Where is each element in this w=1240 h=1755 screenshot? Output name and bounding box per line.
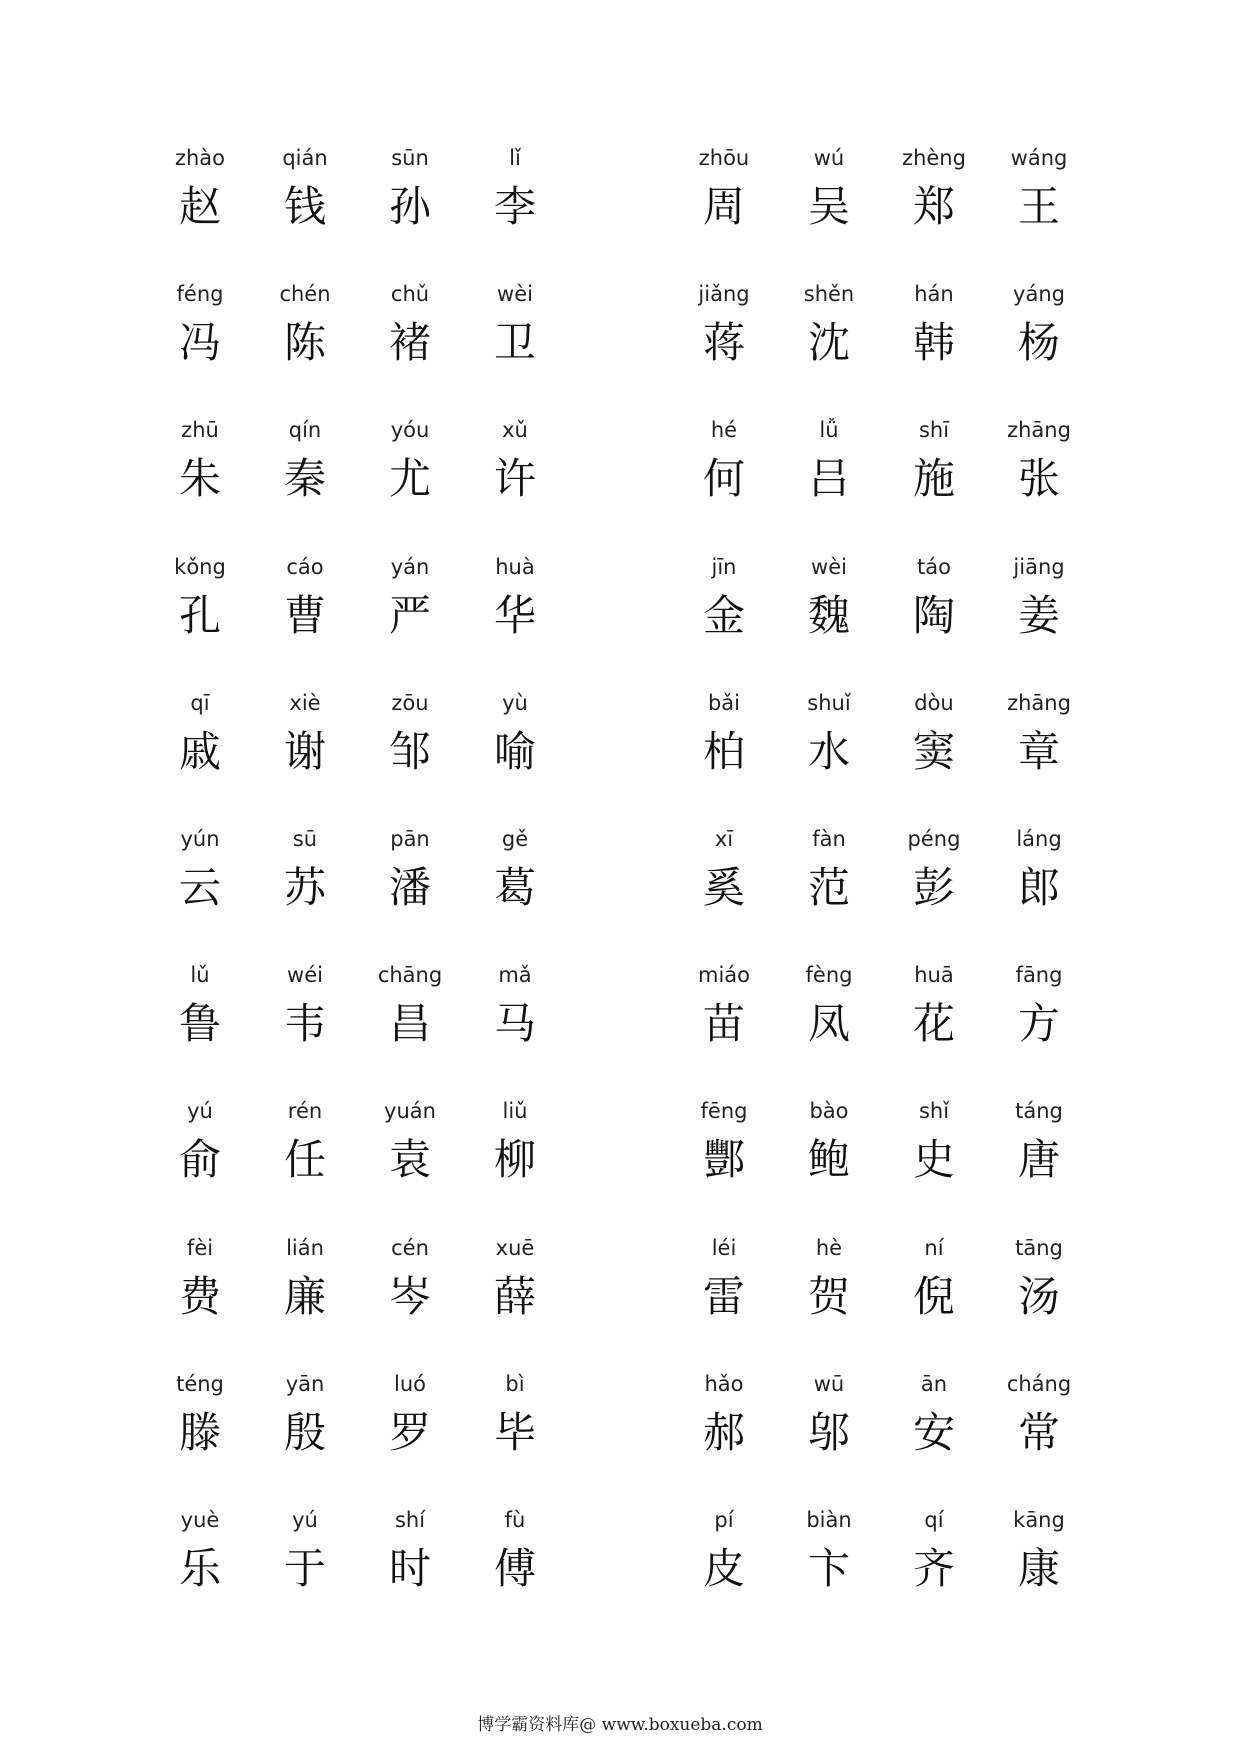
surname-character: 吕 <box>807 454 850 504</box>
surname-cell <box>140 416 260 508</box>
surname-cell <box>455 1097 575 1189</box>
surname-character: 时 <box>388 1544 431 1593</box>
surname-character: 酆 <box>702 1135 745 1185</box>
surname-character: 冯 <box>178 318 221 368</box>
surname-character: 许 <box>493 454 536 504</box>
surname-cell <box>979 553 1099 645</box>
pinyin-label: lǐ <box>509 146 521 170</box>
surname-character: 殷 <box>283 1407 326 1457</box>
pinyin-label: yān <box>285 1371 325 1396</box>
surname-cell <box>140 1370 260 1462</box>
surname-cell <box>874 144 994 236</box>
pinyin-label: ní <box>924 1235 944 1260</box>
surname-cell <box>874 961 994 1053</box>
surname-row <box>0 144 1240 244</box>
pinyin-label: bì <box>505 1371 525 1396</box>
surname-character: 魏 <box>807 590 850 640</box>
pinyin-label: yù <box>502 690 528 715</box>
surname-cell <box>664 280 784 372</box>
pinyin-label: wèi <box>497 282 533 307</box>
surname-cell <box>140 825 260 917</box>
pinyin-label: liǔ <box>502 1099 528 1124</box>
surname-character: 柳 <box>493 1135 536 1185</box>
surname-cell <box>979 416 1099 508</box>
surname-character: 沈 <box>807 318 850 368</box>
pinyin-label: shǐ <box>918 1099 950 1124</box>
surname-character: 凤 <box>807 999 850 1049</box>
pinyin-label: sū <box>292 827 318 851</box>
surname-cell <box>455 1234 575 1326</box>
surname-cell <box>455 825 575 917</box>
footer-watermark: 博学霸资料库@ www.boxueba.com <box>477 1715 763 1735</box>
surname-character: 蒋 <box>702 318 745 368</box>
surname-cell <box>664 825 784 917</box>
surname-cell <box>455 553 575 645</box>
surname-character: 苗 <box>702 999 745 1049</box>
surname-character: 严 <box>388 590 431 640</box>
surname-cell <box>769 1506 889 1598</box>
surname-character: 秦 <box>283 454 326 504</box>
surname-character: 昌 <box>388 999 431 1049</box>
surname-cell <box>245 1370 365 1462</box>
pinyin-label: yóu <box>390 418 430 443</box>
surname-character: 韩 <box>912 318 955 368</box>
surname-character: 姜 <box>1017 590 1060 640</box>
surname-character: 俞 <box>178 1135 221 1185</box>
surname-cell <box>874 1370 994 1462</box>
surname-cell <box>664 1234 784 1326</box>
pinyin-label: hè <box>815 1235 843 1260</box>
surname-cell <box>874 1234 994 1326</box>
surname-cell <box>140 1506 260 1598</box>
surname-cell <box>245 416 365 508</box>
pinyin-label: fàn <box>812 827 846 851</box>
surname-row <box>0 280 1240 380</box>
surname-character: 周 <box>702 182 745 231</box>
surname-character: 何 <box>702 454 745 504</box>
pinyin-label: chén <box>279 282 331 307</box>
surname-character: 朱 <box>178 454 221 504</box>
surname-character: 郑 <box>912 182 955 231</box>
surname-cell <box>140 689 260 781</box>
surname-cell <box>664 144 784 236</box>
surname-cell <box>455 689 575 781</box>
surname-character: 钱 <box>283 182 326 231</box>
surname-character: 鲍 <box>807 1135 850 1185</box>
surname-character: 廉 <box>283 1271 326 1321</box>
pinyin-label: miáo <box>697 963 750 988</box>
pinyin-label: ān <box>920 1371 948 1396</box>
surname-cell <box>455 1370 575 1462</box>
surname-character: 窦 <box>912 726 955 776</box>
pinyin-label: wū <box>813 1371 845 1396</box>
surname-cell <box>245 825 365 917</box>
surname-cell <box>874 416 994 508</box>
surname-cell <box>769 1234 889 1326</box>
surname-cell <box>140 1097 260 1189</box>
surname-character: 花 <box>912 999 955 1049</box>
pinyin-label: zhū <box>181 418 219 443</box>
surname-character: 乐 <box>178 1544 221 1593</box>
surname-cell <box>979 1370 1099 1462</box>
pinyin-label: léi <box>711 1235 737 1260</box>
surname-character: 华 <box>493 590 536 640</box>
surname-cell <box>350 416 470 508</box>
surname-character: 赵 <box>178 182 221 231</box>
surname-row <box>0 1506 1240 1606</box>
surname-cell <box>979 689 1099 781</box>
surname-character: 水 <box>807 726 850 776</box>
pinyin-label: luó <box>394 1371 426 1396</box>
pinyin-label: qín <box>288 418 322 443</box>
surname-character: 张 <box>1017 454 1060 504</box>
pinyin-label: cén <box>391 1235 429 1260</box>
surname-character: 奚 <box>702 863 745 912</box>
surname-cell <box>664 1370 784 1462</box>
surname-cell <box>350 961 470 1053</box>
surname-cell <box>979 1234 1099 1326</box>
surname-cell <box>350 1234 470 1326</box>
surname-character: 方 <box>1017 999 1060 1049</box>
surname-row <box>0 1370 1240 1470</box>
pinyin-label: tāng <box>1015 1235 1063 1260</box>
surname-cell <box>350 1370 470 1462</box>
surname-character: 杨 <box>1017 318 1060 368</box>
surname-cell <box>979 825 1099 917</box>
pinyin-label: zhāng <box>1007 418 1071 443</box>
surname-row <box>0 689 1240 789</box>
pinyin-label: fù <box>504 1508 526 1532</box>
surname-cell <box>874 553 994 645</box>
surname-character: 柏 <box>702 726 745 776</box>
surname-character: 滕 <box>178 1407 221 1457</box>
pinyin-label: wéi <box>287 963 323 988</box>
surname-character: 孙 <box>388 182 431 231</box>
surname-cell <box>245 1097 365 1189</box>
surname-cell <box>455 416 575 508</box>
surname-character: 章 <box>1017 726 1060 776</box>
pinyin-label: yuè <box>180 1508 220 1532</box>
surname-cell <box>350 825 470 917</box>
pinyin-label: wú <box>813 146 845 170</box>
surname-cell <box>769 553 889 645</box>
pinyin-label: zōu <box>391 690 429 715</box>
surname-character: 曹 <box>283 590 326 640</box>
pinyin-label: féng <box>176 282 224 307</box>
surname-cell <box>874 280 994 372</box>
surname-character: 葛 <box>493 863 536 912</box>
surname-character: 孔 <box>178 590 221 640</box>
surname-row <box>0 1097 1240 1197</box>
surname-cell <box>245 1506 365 1598</box>
pinyin-label: xuē <box>495 1235 535 1260</box>
surname-character: 喻 <box>493 726 536 776</box>
surname-character: 康 <box>1017 1544 1060 1593</box>
surname-character: 苏 <box>283 863 326 912</box>
surname-cell <box>769 689 889 781</box>
surname-cell <box>664 553 784 645</box>
pinyin-label: hé <box>710 418 738 443</box>
surname-cell <box>874 689 994 781</box>
surname-character: 毕 <box>493 1407 536 1457</box>
surname-cell <box>350 689 470 781</box>
pinyin-label: lǔ <box>190 963 210 988</box>
surname-character: 任 <box>283 1135 326 1185</box>
surname-character: 郎 <box>1017 863 1060 912</box>
pinyin-label: pān <box>390 827 430 851</box>
pinyin-label: yún <box>180 827 220 851</box>
pinyin-label: wèi <box>811 554 847 579</box>
surname-cell <box>664 1506 784 1598</box>
surname-character: 谢 <box>283 726 326 776</box>
pinyin-label: jīn <box>711 554 737 579</box>
pinyin-label: qí <box>924 1508 944 1532</box>
pinyin-label: yú <box>292 1508 318 1532</box>
surname-cell <box>140 1234 260 1326</box>
pinyin-label: yán <box>390 554 430 579</box>
surname-cell <box>874 1506 994 1598</box>
surname-character: 潘 <box>388 863 431 912</box>
pinyin-label: yáng <box>1013 282 1065 307</box>
surname-character: 傅 <box>493 1544 536 1593</box>
pinyin-label: huà <box>495 554 535 579</box>
surname-character: 唐 <box>1017 1135 1060 1185</box>
surname-character: 雷 <box>702 1271 745 1321</box>
pinyin-label: fèng <box>805 963 853 988</box>
surname-character: 褚 <box>388 318 431 368</box>
pinyin-label: shī <box>918 418 950 443</box>
surname-cell <box>455 961 575 1053</box>
pinyin-label: biàn <box>806 1508 852 1532</box>
surname-character: 韦 <box>283 999 326 1049</box>
pinyin-label: mǎ <box>498 963 532 988</box>
surname-character: 施 <box>912 454 955 504</box>
pinyin-label: wáng <box>1010 146 1068 170</box>
surname-character: 李 <box>493 182 536 231</box>
pinyin-label: zhāng <box>1007 690 1071 715</box>
pinyin-label: téng <box>176 1371 224 1396</box>
surname-cell <box>350 280 470 372</box>
pinyin-label: xǔ <box>502 418 528 443</box>
surname-cell <box>769 1370 889 1462</box>
surname-character: 汤 <box>1017 1271 1060 1321</box>
pinyin-label: fāng <box>1015 963 1063 988</box>
pinyin-label: xī <box>714 827 734 851</box>
surname-row <box>0 961 1240 1061</box>
surname-character: 邹 <box>388 726 431 776</box>
pinyin-label: kǒng <box>174 554 226 579</box>
surname-row <box>0 1234 1240 1334</box>
surname-character: 邬 <box>807 1407 850 1457</box>
pinyin-label: shěn <box>803 282 855 307</box>
surname-cell <box>455 280 575 372</box>
pinyin-label: rén <box>287 1099 323 1124</box>
pinyin-label: qián <box>282 146 328 170</box>
pinyin-label: jiǎng <box>698 282 750 307</box>
surname-cell <box>874 825 994 917</box>
surname-character: 金 <box>702 590 745 640</box>
pinyin-label: chǔ <box>390 282 430 307</box>
surname-cell <box>979 1506 1099 1598</box>
pinyin-label: pí <box>714 1508 734 1532</box>
surname-cell <box>140 553 260 645</box>
surname-cell <box>769 961 889 1053</box>
surname-cell <box>350 1097 470 1189</box>
pinyin-label: péng <box>907 827 961 851</box>
surname-character: 郝 <box>702 1407 745 1457</box>
surname-cell <box>350 144 470 236</box>
surname-character: 罗 <box>388 1407 431 1457</box>
surname-character: 皮 <box>702 1544 745 1593</box>
surname-cell <box>664 1097 784 1189</box>
surname-character: 王 <box>1017 182 1060 231</box>
pinyin-label: hǎo <box>704 1371 744 1396</box>
surname-character: 史 <box>912 1135 955 1185</box>
surname-cell <box>979 144 1099 236</box>
surname-cell <box>245 961 365 1053</box>
pinyin-label: yuán <box>384 1099 436 1124</box>
pinyin-label: qī <box>190 690 210 715</box>
surname-row <box>0 416 1240 516</box>
surname-cell <box>664 689 784 781</box>
surname-cell <box>350 553 470 645</box>
surname-cell <box>140 280 260 372</box>
surname-character: 倪 <box>912 1271 955 1321</box>
surname-character: 陈 <box>283 318 326 368</box>
surname-character: 卫 <box>493 318 536 368</box>
surname-character: 安 <box>912 1407 955 1457</box>
surname-character: 贺 <box>807 1271 850 1321</box>
surname-character: 常 <box>1017 1407 1060 1457</box>
pinyin-label: táng <box>1015 1099 1063 1124</box>
pinyin-label: lǚ <box>819 418 839 443</box>
pinyin-label: cáo <box>286 554 324 579</box>
pinyin-label: fēng <box>700 1099 748 1124</box>
pinyin-label: shuǐ <box>807 690 851 715</box>
surname-character: 费 <box>178 1271 221 1321</box>
pinyin-label: kāng <box>1013 1508 1065 1532</box>
surname-cell <box>769 825 889 917</box>
pinyin-label: huā <box>914 963 954 988</box>
surname-cell <box>979 1097 1099 1189</box>
surname-cell <box>874 1097 994 1189</box>
surname-character: 云 <box>178 863 221 912</box>
pinyin-label: yú <box>187 1099 213 1124</box>
surname-character: 卞 <box>807 1544 850 1593</box>
surname-cell <box>455 1506 575 1598</box>
pinyin-label: zhào <box>174 146 226 170</box>
pinyin-label: jiāng <box>1013 554 1065 579</box>
pinyin-label: zhōu <box>698 146 750 170</box>
surname-cell <box>664 416 784 508</box>
surname-character: 于 <box>283 1544 326 1593</box>
surname-cell <box>245 1234 365 1326</box>
surname-character: 袁 <box>388 1135 431 1185</box>
surname-cell <box>140 961 260 1053</box>
surname-cell <box>769 280 889 372</box>
surname-character: 彭 <box>912 863 955 912</box>
pinyin-label: lián <box>286 1235 324 1260</box>
surname-character: 尤 <box>388 454 431 504</box>
pinyin-label: sūn <box>391 146 429 170</box>
surname-row <box>0 553 1240 653</box>
surname-cell <box>979 961 1099 1053</box>
pinyin-label: bǎi <box>707 690 741 715</box>
surname-cell <box>455 144 575 236</box>
surname-character: 戚 <box>178 726 221 776</box>
surname-cell <box>245 553 365 645</box>
surname-cell <box>350 1506 470 1598</box>
surname-character: 吴 <box>807 182 850 231</box>
surname-cell <box>769 416 889 508</box>
pinyin-label: fèi <box>186 1235 214 1260</box>
surname-cell <box>140 144 260 236</box>
pinyin-label: xiè <box>289 690 321 715</box>
pinyin-label: cháng <box>1006 1371 1072 1396</box>
surname-cell <box>245 689 365 781</box>
surname-character: 马 <box>493 999 536 1049</box>
pinyin-label: gě <box>501 827 529 851</box>
pinyin-label: chāng <box>377 963 443 988</box>
surname-character: 鲁 <box>178 999 221 1049</box>
pinyin-label: bào <box>809 1099 849 1124</box>
pinyin-label: zhèng <box>902 146 966 170</box>
surname-character: 齐 <box>912 1544 955 1593</box>
surname-cell <box>979 280 1099 372</box>
pinyin-label: láng <box>1016 827 1062 851</box>
surname-cell <box>245 144 365 236</box>
surname-row <box>0 825 1240 925</box>
pinyin-label: táo <box>917 554 951 579</box>
pinyin-label: hán <box>914 282 954 307</box>
surname-cell <box>769 1097 889 1189</box>
surname-character: 范 <box>807 863 850 912</box>
pinyin-label: shí <box>394 1508 426 1532</box>
pinyin-label: dòu <box>914 690 954 715</box>
surname-cell <box>664 961 784 1053</box>
surname-cell <box>245 280 365 372</box>
surname-character: 薛 <box>493 1271 536 1321</box>
surname-character: 陶 <box>912 590 955 640</box>
surname-cell <box>769 144 889 236</box>
surname-character: 岑 <box>388 1271 431 1321</box>
